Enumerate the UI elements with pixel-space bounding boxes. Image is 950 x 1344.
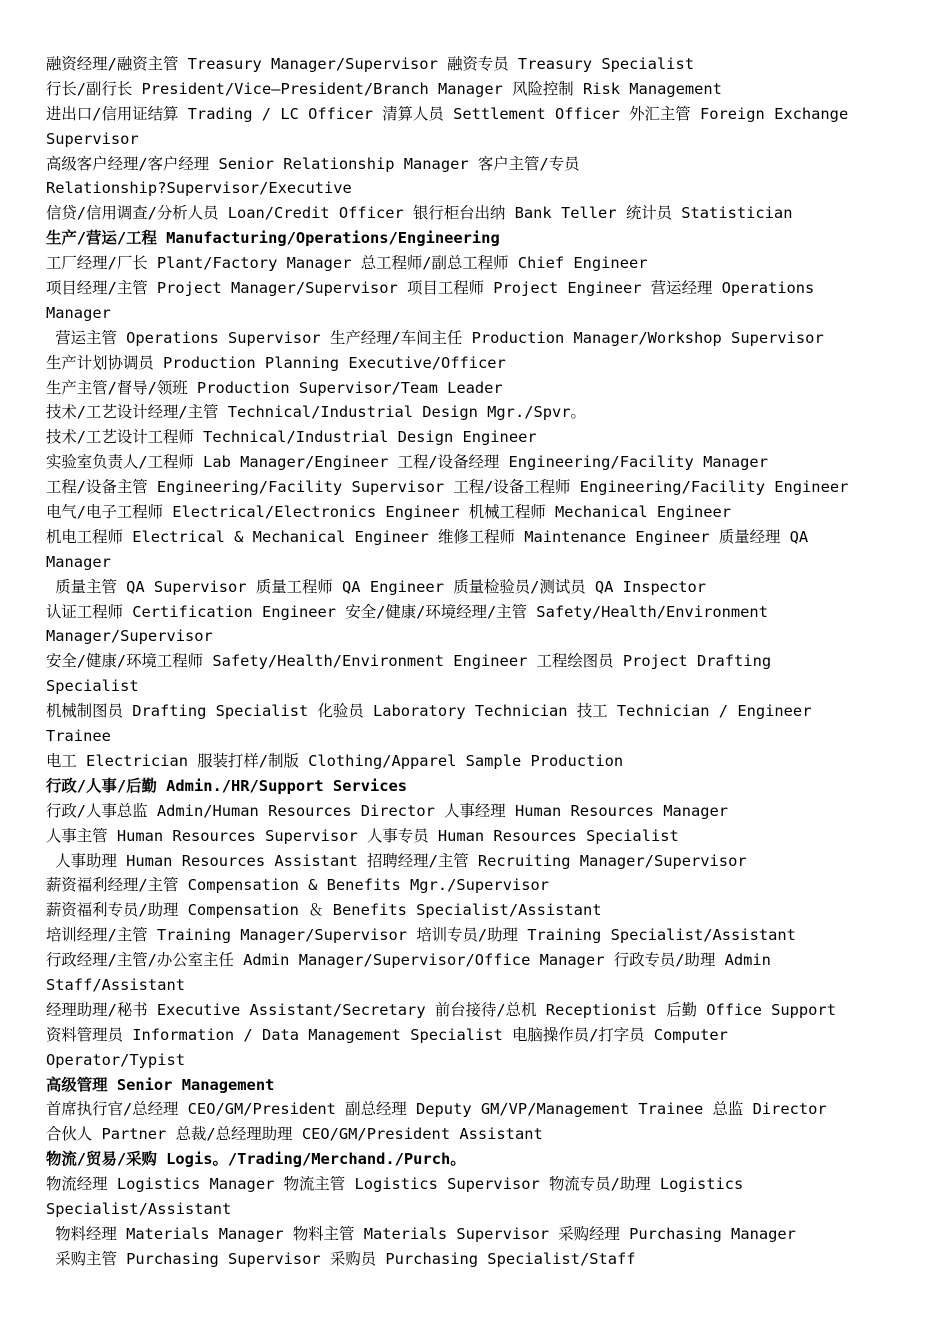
text-line: Manager [46,552,111,571]
section-heading: 物流/贸易/采购 Logis。/Trading/Merchand./Purch。 [46,1150,466,1169]
text-line: 机械制图员 Drafting Specialist 化验员 Laboratory Technician 技工 Technician / Engineer [46,702,812,721]
text-line: Manager/Supervisor [46,627,213,646]
text-line: 营运主管 Operations Supervisor 生产经理/车间主任 Production Manager/Workshop Supervisor [46,328,824,347]
text-line: 技术/工艺设计工程师 Technical/Industrial Design Engineer [46,428,537,447]
text-line: Staff/Assistant [46,975,185,994]
text-line: 机电工程师 Electrical & Mechanical Engineer 维修工程师 Maintenance Engineer 质量经理 QA [46,527,809,546]
text-line: 认证工程师 Certification Engineer 安全/健康/环境经理/主管 Safety/Health/Environment [46,602,768,621]
text-line: 薪资福利经理/主管 Compensation & Benefits Mgr./Supervisor [46,876,550,895]
text-line: 电气/电子工程师 Electrical/Electronics Engineer 机械工程师 Mechanical Engineer [46,503,732,522]
text-line: 生产计划协调员 Production Planning Executive/Officer [46,353,506,372]
text-line: Supervisor [46,129,139,148]
text-line: 物料经理 Materials Manager 物料主管 Materials Supervisor 采购经理 Purchasing Manager [46,1224,796,1243]
text-line: 高级客户经理/客户经理 Senior Relationship Manager 客户主管/专员 [46,154,580,173]
text-line: 采购主管 Purchasing Supervisor 采购员 Purchasing Specialist/Staff [46,1249,636,1268]
text-line: Relationship?Supervisor/Executive [46,179,352,198]
text-line: 培训经理/主管 Training Manager/Supervisor 培训专员/助理 Training Specialist/Assistant [46,926,796,945]
text-line: Operator/Typist [46,1050,185,1069]
text-line: Trainee [46,727,111,746]
text-line: 电工 Electrician 服装打样/制版 Clothing/Apparel Sample Production [46,751,624,770]
text-line: 人事主管 Human Resources Supervisor 人事专员 Human Resources Specialist [46,826,679,845]
document-body [46,52,926,1272]
text-line: 资料管理员 Information / Data Management Specialist 电脑操作员/打字员 Computer [46,1025,728,1044]
text-line: 行政经理/主管/办公室主任 Admin Manager/Supervisor/Office Manager 行政专员/助理 Admin [46,951,771,970]
text-line: 安全/健康/环境工程师 Safety/Health/Environment Engineer 工程绘图员 Project Drafting [46,652,772,671]
text-line: 项目经理/主管 Project Manager/Supervisor 项目工程师 Project Engineer 营运经理 Operations [46,279,815,298]
text-line: 技术/工艺设计经理/主管 Technical/Industrial Design Mgr./Spvr。 [46,403,586,422]
text-line: 合伙人 Partner 总裁/总经理助理 CEO/GM/President Assistant [46,1125,543,1144]
text-line: 融资经理/融资主管 Treasury Manager/Supervisor 融资专员 Treasury Specialist [46,55,694,73]
text-line: 工厂经理/厂长 Plant/Factory Manager 总工程师/副总工程师 Chief Engineer [46,254,648,273]
text-line: 信贷/信用调查/分析人员 Loan/Credit Officer 银行柜台出纳 Bank Teller 统计员 Statistician [46,204,793,223]
text-line: 进出口/信用证结算 Trading / LC Officer 清算人员 Settlement Officer 外汇主管 Foreign Exchange [46,104,849,123]
text-line: 人事助理 Human Resources Assistant 招聘经理/主管 Recruiting Manager/Supervisor [46,851,747,870]
text-line: Specialist/Assistant [46,1199,232,1218]
section-heading: 生产/营运/工程 Manufacturing/Operations/Engineering [46,229,500,248]
text-line: 实验室负责人/工程师 Lab Manager/Engineer 工程/设备经理 Engineering/Facility Manager [46,453,768,472]
text-line: 行长/副行长 President/Vice—President/Branch Manager 风险控制 Risk Management [46,79,722,98]
section-heading: 高级管理 Senior Management [46,1075,275,1094]
text-line: Manager [46,303,111,322]
text-line: 质量主管 QA Supervisor 质量工程师 QA Engineer 质量检验员/测试员 QA Inspector [46,577,707,596]
text-line: Specialist [46,677,139,696]
text-line: 生产主管/督导/领班 Production Supervisor/Team Leader [46,378,503,397]
text-line: 行政/人事总监 Admin/Human Resources Director 人事经理 Human Resources Manager [46,801,729,820]
section-heading: 行政/人事/后勤 Admin./HR/Support Services [46,776,408,795]
text-line: 薪资福利专员/助理 Compensation ＆ Benefits Specialist/Assistant [46,901,602,920]
text-line: 物流经理 Logistics Manager 物流主管 Logistics Supervisor 物流专员/助理 Logistics [46,1175,744,1194]
text-line: 首席执行官/总经理 CEO/GM/President 副总经理 Deputy GM/VP/Management Trainee 总监 Director [46,1100,827,1119]
text-line: 经理助理/秘书 Executive Assistant/Secretary 前台接待/总机 Receptionist 后勤 Office Support [46,1000,836,1019]
text-line: 工程/设备主管 Engineering/Facility Supervisor 工程/设备工程师 Engineering/Facility Engineer [46,478,849,497]
